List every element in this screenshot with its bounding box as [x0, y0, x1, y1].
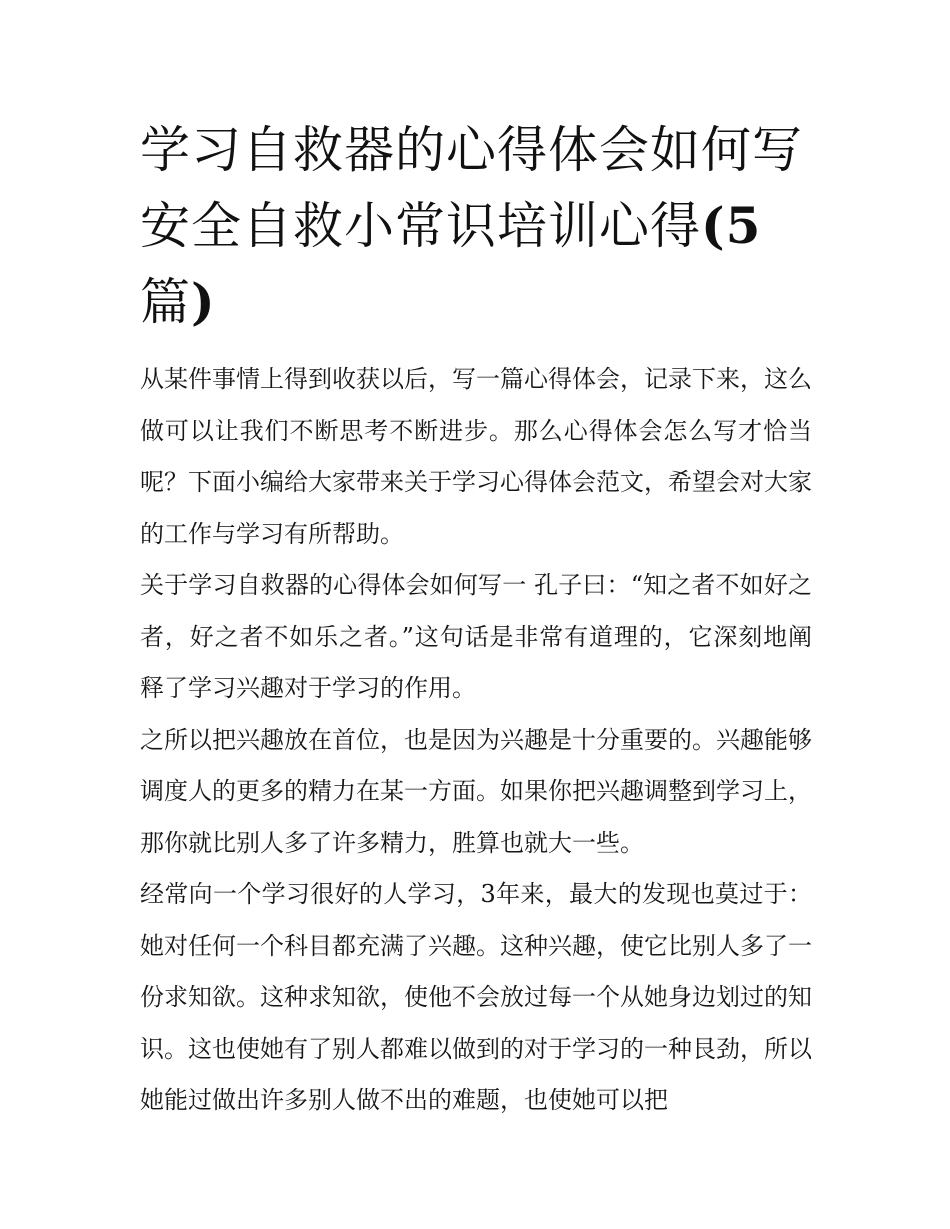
paragraph-confucius-quote: 关于学习自救器的心得体会如何写一 孔子曰：“知之者不如好之者，好之者不如乐之者。”这句话是非常有道理的，它深刻地阐释了学习兴趣对于学习的作用。: [140, 571, 812, 702]
paragraph-interest-first: 之所以把兴趣放在首位，也是因为兴趣是十分重要的。兴趣能够调度人的更多的精力在某一方面。如果你把兴趣调整到学习上，那你就比别人多了许多精力，胜算也就大一些。: [140, 725, 812, 857]
paragraph-learning-example: 经常向一个学习很好的人学习，3年来，最大的发现也莫过于：她对任何一个科目都充满了兴趣。这种兴趣，使它比别人多了一份求知欲。这种求知欲，使他不会放过每一个从她身边划过的知识。这也使她有了别人都难以做到的对于学习的一种艮劲，所以她能过做出许多别人做不出的难题，也使她可以把: [140, 880, 812, 1114]
document-title: 学习自救器的心得体会如何写安全自救小常识培训心得(5篇): [140, 121, 803, 331]
document-page: [140, 112, 812, 1127]
paragraph-intro: 从某件事情上得到收获以后，写一篇心得体会，记录下来，这么做可以让我们不断思考不断进步。那么心得体会怎么写才恰当呢？下面小编给大家带来关于学习心得体会范文，希望会对大家的工作与学习有所帮助。: [140, 365, 812, 548]
